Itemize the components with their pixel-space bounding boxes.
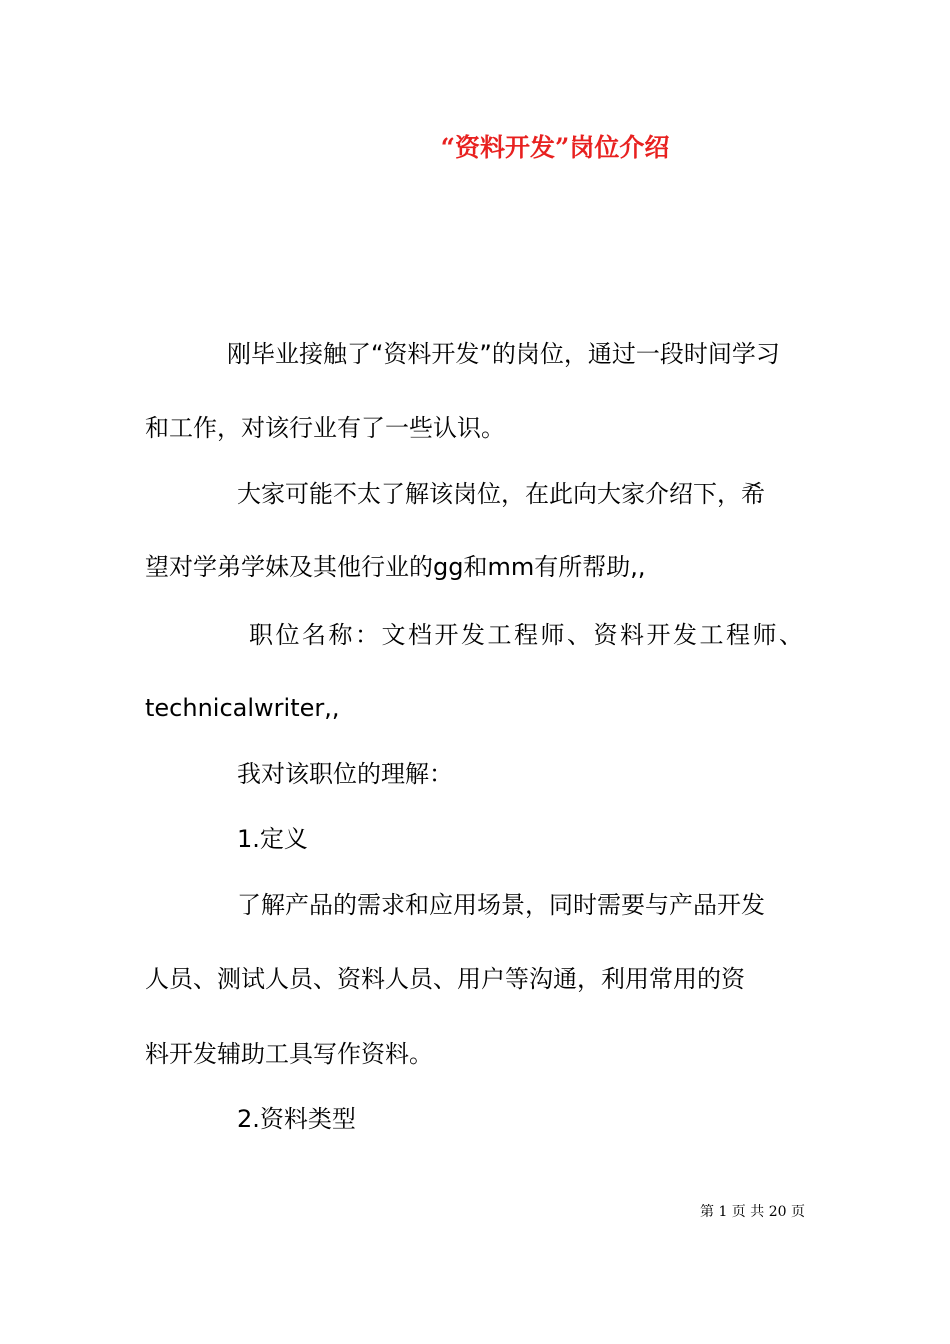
paragraph-line: 和工作，对该行业有了一些认识。 [145, 414, 505, 442]
paragraph-line: technicalwriter,, [145, 694, 340, 722]
paragraph-line: 了解产品的需求和应用场景，同时需要与产品开发 [237, 891, 765, 919]
page-number-footer: 第 1 页 共 20 页 [700, 1204, 805, 1220]
paragraph-line: 职位名称：文档开发工程师、资料开发工程师、 [249, 621, 806, 649]
paragraph-line: 料开发辅助工具写作资料。 [145, 1040, 433, 1068]
section-heading: 1.定义 [237, 825, 308, 853]
paragraph-line: 大家可能不太了解该岗位，在此向大家介绍下，希 [237, 480, 765, 508]
paragraph-line: 望对学弟学妹及其他行业的gg和mm有所帮助,, [145, 553, 646, 581]
paragraph-line: 刚毕业接触了“资料开发”的岗位，通过一段时间学习 [227, 340, 780, 368]
document-title: “资料开发”岗位介绍 [440, 133, 670, 162]
section-heading: 2.资料类型 [237, 1105, 356, 1133]
paragraph-line: 人员、测试人员、资料人员、用户等沟通，利用常用的资 [145, 965, 745, 993]
paragraph-line: 我对该职位的理解： [237, 760, 453, 788]
